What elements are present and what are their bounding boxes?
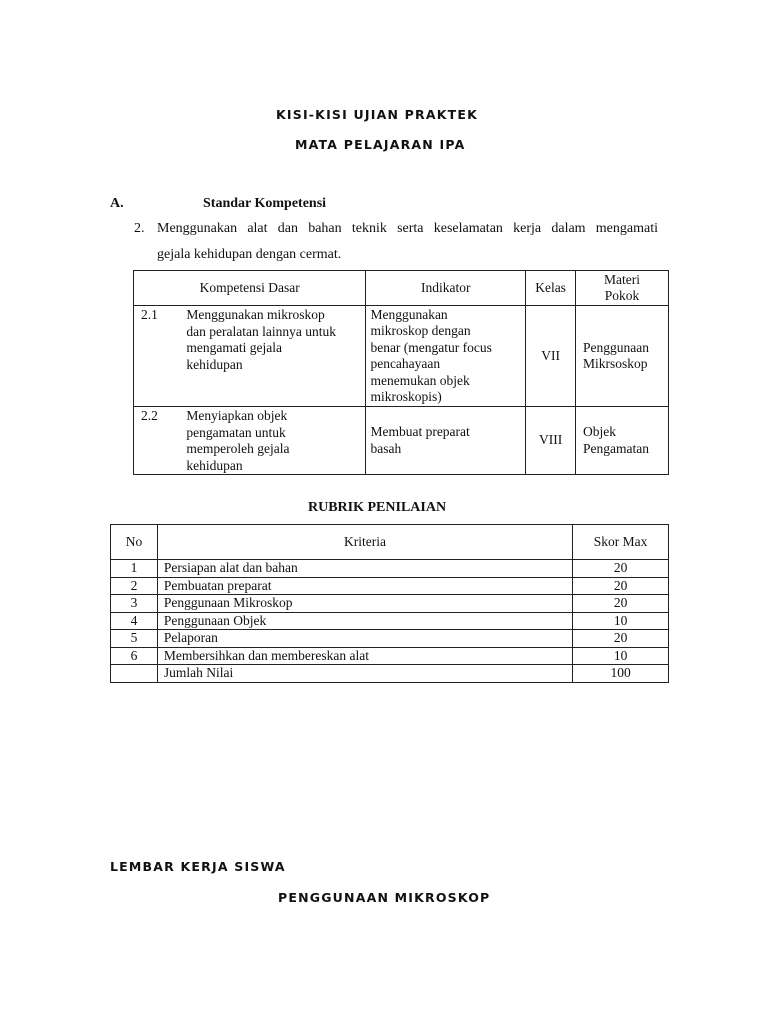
table-row [111,630,669,648]
rubric-skor: 20 [573,560,669,578]
competency-table-header [134,271,669,306]
header-kriteria: Kriteria [157,525,572,560]
indikator-text [366,306,526,407]
indikator-line: mikroskop dengan [370,323,471,338]
header-indikator: Indikator [366,271,526,306]
indikator-line: Menggunakan [370,306,448,322]
materi-line: Penggunaan [583,339,650,355]
kd-line: memperoleh gejala [186,441,290,456]
rubric-skor: 20 [573,595,669,613]
rubric-no: 2 [111,577,158,595]
rubric-no: 6 [111,647,158,665]
table-row [134,407,669,475]
indikator-line: Membuat preparat [370,424,470,439]
header-kompetensi-dasar: Kompetensi Dasar [134,271,366,306]
rubric-table [110,524,669,683]
rubric-no: 4 [111,612,158,630]
rubric-kriteria: Pembuatan preparat [157,577,572,595]
competency-table [133,270,669,475]
kd-line: Menggunakan mikroskop [186,307,325,322]
indikator-line: pencahayaan [370,356,441,371]
kd-line: kehidupan [186,457,243,473]
table-row [111,577,669,595]
header-skor-max: Skor Max [573,525,669,560]
table-row [134,306,669,407]
kd-number: 2.2 [134,407,181,475]
kelas-value: VIII [526,407,576,475]
competency-item-text-line2: gejala kehidupan dengan cermat. [157,247,342,262]
rubric-skor: 10 [573,612,669,630]
table-row [111,612,669,630]
kelas-value: VII [526,306,576,407]
kd-line: pengamatan untuk [186,424,286,440]
rubric-total-label: Jumlah Nilai [157,665,572,683]
header-no: No [111,525,158,560]
indikator-line: benar (mengatur focus [370,339,492,355]
header-materi-line2: Pokok [604,288,640,303]
rubric-total-value: 100 [573,665,669,683]
materi-line: Objek [583,424,617,439]
table-row [111,647,669,665]
rubric-no: 1 [111,560,158,578]
rubric-kriteria: Membersihkan dan membereskan alat [157,647,572,665]
kd-line: kehidupan [186,356,243,372]
rubric-skor: 20 [573,630,669,648]
kd-line: dan peralatan lainnya untuk [186,323,336,339]
rubric-skor: 20 [573,577,669,595]
section-heading: Standar Kompetensi [203,196,327,211]
kd-number: 2.1 [134,306,181,407]
doc-title-line2: MATA PELAJARAN IPA [295,137,466,152]
materi-text [576,407,669,475]
header-kelas: Kelas [526,271,576,306]
indikator-line: mikroskopis) [370,389,442,404]
rubric-kriteria: Penggunaan Mikroskop [157,595,572,613]
rubric-total-row [111,665,669,683]
table-row [111,595,669,613]
rubric-table-header [111,525,669,560]
materi-text [576,306,669,407]
rubric-kriteria: Persiapan alat dan bahan [157,560,572,578]
section-letter: A. [110,196,124,211]
rubric-kriteria: Pelaporan [157,630,572,648]
kd-line: Menyiapkan objek [186,408,288,423]
table-row [111,560,669,578]
kd-text [180,407,366,475]
materi-line: Pengamatan [583,440,650,456]
competency-item-text-line1: Menggunakan alat dan bahan teknik serta keselamatan kerja dalam mengamati [157,221,658,236]
worksheet-title: LEMBAR KERJA SISWA [110,859,286,874]
header-materi-pokok [576,271,669,306]
rubric-skor: 10 [573,647,669,665]
indikator-line: menemukan objek [370,372,470,388]
competency-item-number: 2. [134,221,145,236]
rubric-no: 5 [111,630,158,648]
kd-line: mengamati gejala [186,340,282,355]
doc-title-line1: KISI-KISI UJIAN PRAKTEK [276,107,478,122]
worksheet-subtitle: PENGGUNAAN MIKROSKOP [278,890,491,905]
rubric-kriteria: Penggunaan Objek [157,612,572,630]
rubric-no: 3 [111,595,158,613]
rubric-title: RUBRIK PENILAIAN [308,500,447,515]
indikator-text [366,407,526,475]
materi-line: Mikrsoskop [583,356,648,371]
kd-text [180,306,366,407]
indikator-line: basah [370,440,402,456]
rubric-total-blank [111,665,158,683]
header-materi-line1: Materi [604,271,641,287]
